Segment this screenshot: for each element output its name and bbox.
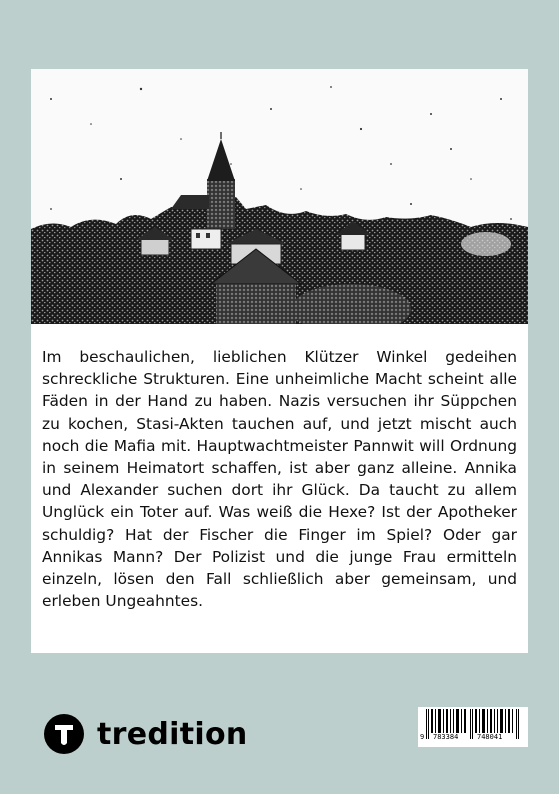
- barcode-digit-group2: 748041: [477, 733, 503, 741]
- isbn-barcode: [418, 707, 528, 747]
- barcode-digits: [418, 733, 528, 745]
- barcode-digit-first: 9: [420, 733, 425, 741]
- back-cover-panel: [31, 69, 528, 653]
- tredition-t-icon: [44, 714, 84, 754]
- village-photo: [31, 69, 528, 324]
- barcode-digit-group1: 783384: [433, 733, 459, 741]
- blurb-text: Im beschaulichen, lieblichen Klützer Winkel gedeihen schreckliche Strukturen. Eine unheimliche Macht scheint alle Fäden in der Hand zu haben. Nazis versuchen ihr Süppchen zu kochen, Stasi-Akten tauchen auf, und jetzt mischt auch noch die Mafia mit. Hauptwachtmeister Pannwit will Ordnung in seinem Heimatort schaffen, ist aber ganz alleine. Annika und Alexander suchen dort ihr Glück. Da taucht zu allem Unglück ein Toter auf. Was weiß die Hexe? Ist der Apotheker schuldig? Hat der Fischer die Finger im Spiel? Oder gar Annikas Mann? Der Polizist und die junge Frau ermitteln einzeln, lösen den Fall schließlich aber gemeinsam, und erleben Ungeahntes.: [42, 348, 517, 611]
- publisher-name: tredition: [97, 716, 248, 752]
- publisher-logo: [44, 714, 248, 754]
